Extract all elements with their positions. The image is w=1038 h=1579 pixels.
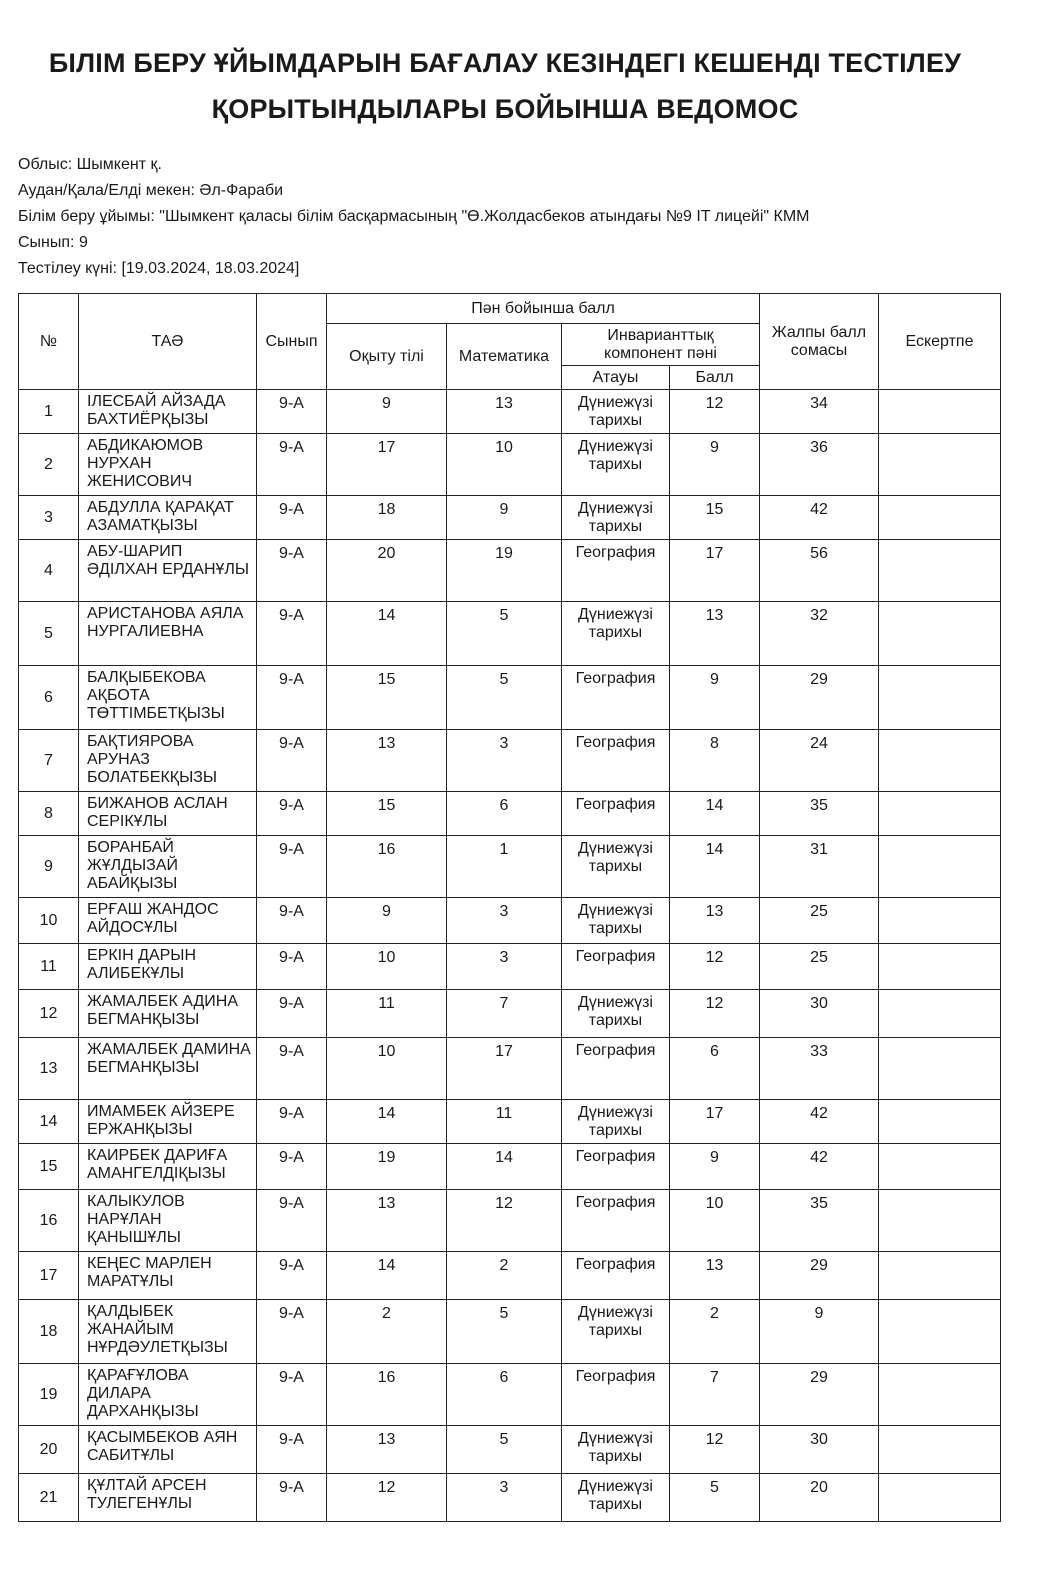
cell-language-score: 15: [327, 666, 447, 730]
cell-no: 8: [19, 792, 79, 836]
cell-note: [879, 602, 1001, 666]
cell-math-score: 6: [447, 1364, 562, 1426]
cell-class: 9-А: [257, 1190, 327, 1252]
cell-language-score: 19: [327, 1144, 447, 1190]
cell-subject-score: 9: [670, 434, 760, 496]
cell-note: [879, 1100, 1001, 1144]
cell-note: [879, 434, 1001, 496]
cell-name: ЖАМАЛБЕК ДАМИНА БЕГМАНҚЫЗЫ: [79, 1038, 257, 1100]
cell-class: 9-А: [257, 390, 327, 434]
cell-note: [879, 1364, 1001, 1426]
cell-subject-name: Дүниежүзі тарихы: [562, 496, 670, 540]
cell-class: 9-А: [257, 792, 327, 836]
cell-language-score: 13: [327, 1190, 447, 1252]
cell-note: [879, 898, 1001, 944]
cell-total-score: 29: [760, 1364, 879, 1426]
cell-no: 2: [19, 434, 79, 496]
cell-no: 13: [19, 1038, 79, 1100]
table-row: [19, 1252, 1001, 1300]
cell-language-score: 12: [327, 1474, 447, 1522]
cell-note: [879, 1190, 1001, 1252]
cell-no: 20: [19, 1426, 79, 1474]
cell-subject-score: 12: [670, 390, 760, 434]
cell-total-score: 34: [760, 390, 879, 434]
cell-language-score: 2: [327, 1300, 447, 1364]
header-atauy: Атауы: [562, 366, 670, 390]
cell-total-score: 42: [760, 1100, 879, 1144]
cell-total-score: 30: [760, 1426, 879, 1474]
cell-language-score: 14: [327, 602, 447, 666]
header-ball: Балл: [670, 366, 760, 390]
cell-subject-score: 2: [670, 1300, 760, 1364]
cell-note: [879, 1252, 1001, 1300]
header-oqytu: Оқыту тілі: [327, 324, 447, 390]
table-body: [19, 390, 1001, 1522]
cell-total-score: 32: [760, 602, 879, 666]
cell-no: 9: [19, 836, 79, 898]
cell-math-score: 5: [447, 1426, 562, 1474]
cell-language-score: 20: [327, 540, 447, 602]
cell-math-score: 11: [447, 1100, 562, 1144]
cell-subject-score: 9: [670, 666, 760, 730]
cell-subject-name: География: [562, 944, 670, 990]
cell-name: КАЛЫКУЛОВ НАРҰЛАН ҚАНЫШҰЛЫ: [79, 1190, 257, 1252]
cell-name: ЕРКІН ДАРЫН АЛИБЕКҰЛЫ: [79, 944, 257, 990]
table-row: [19, 540, 1001, 602]
cell-name: ІЛЕСБАЙ АЙЗАДА БАХТИЁРҚЫЗЫ: [79, 390, 257, 434]
table-row: [19, 1144, 1001, 1190]
cell-class: 9-А: [257, 666, 327, 730]
cell-subject-score: 17: [670, 540, 760, 602]
cell-note: [879, 1038, 1001, 1100]
title-line-1: БІЛІМ БЕРУ ҰЙЫМДАРЫН БАҒАЛАУ КЕЗІНДЕГІ КЕШЕНДІ ТЕСТІЛЕУ: [48, 48, 962, 78]
cell-name: ҚАЛДЫБЕК ЖАНАЙЫМ НҰРДӘУЛЕТҚЫЗЫ: [79, 1300, 257, 1364]
cell-subject-score: 13: [670, 602, 760, 666]
cell-no: 4: [19, 540, 79, 602]
cell-note: [879, 1144, 1001, 1190]
cell-subject-score: 17: [670, 1100, 760, 1144]
cell-subject-name: Дүниежүзі тарихы: [562, 1300, 670, 1364]
table-row: [19, 990, 1001, 1038]
cell-name: КЕҢЕС МАРЛЕН МАРАТҰЛЫ: [79, 1252, 257, 1300]
cell-name: ЕРҒАШ ЖАНДОС АЙДОСҰЛЫ: [79, 898, 257, 944]
cell-name: ҚҰЛТАЙ АРСЕН ТУЛЕГЕНҰЛЫ: [79, 1474, 257, 1522]
table-row: [19, 1100, 1001, 1144]
cell-note: [879, 1474, 1001, 1522]
cell-subject-score: 14: [670, 792, 760, 836]
meta-oblys: Облыс: Шымкент қ.: [18, 156, 162, 173]
meta-test-date: Тестілеу күні: [19.03.2024, 18.03.2024]: [18, 260, 300, 277]
cell-name: АБДИКАЮМОВ НУРХАН ЖЕНИСОВИЧ: [79, 434, 257, 496]
table-row: [19, 944, 1001, 990]
cell-math-score: 17: [447, 1038, 562, 1100]
cell-subject-name: Дүниежүзі тарихы: [562, 898, 670, 944]
cell-total-score: 25: [760, 898, 879, 944]
cell-no: 21: [19, 1474, 79, 1522]
meta-class: Сынып: 9: [18, 234, 88, 251]
cell-no: 5: [19, 602, 79, 666]
cell-class: 9-А: [257, 1364, 327, 1426]
cell-subject-name: Дүниежүзі тарихы: [562, 1474, 670, 1522]
cell-language-score: 9: [327, 390, 447, 434]
cell-class: 9-А: [257, 1252, 327, 1300]
table-row: [19, 836, 1001, 898]
cell-class: 9-А: [257, 836, 327, 898]
cell-math-score: 1: [447, 836, 562, 898]
cell-total-score: 31: [760, 836, 879, 898]
cell-math-score: 3: [447, 898, 562, 944]
table-row: [19, 792, 1001, 836]
cell-name: АРИСТАНОВА АЯЛА НУРГАЛИЕВНА: [79, 602, 257, 666]
cell-total-score: 33: [760, 1038, 879, 1100]
cell-total-score: 9: [760, 1300, 879, 1364]
cell-subject-name: Дүниежүзі тарихы: [562, 1426, 670, 1474]
cell-subject-score: 9: [670, 1144, 760, 1190]
cell-math-score: 2: [447, 1252, 562, 1300]
cell-class: 9-А: [257, 602, 327, 666]
cell-no: 7: [19, 730, 79, 792]
cell-subject-name: Дүниежүзі тарихы: [562, 602, 670, 666]
cell-subject-name: Дүниежүзі тарихы: [562, 836, 670, 898]
table-row: [19, 602, 1001, 666]
cell-language-score: 14: [327, 1100, 447, 1144]
title-line-2: ҚОРЫТЫНДЫЛАРЫ БОЙЫНША ВЕДОМОС: [211, 94, 799, 124]
cell-class: 9-А: [257, 1300, 327, 1364]
cell-subject-score: 13: [670, 1252, 760, 1300]
cell-subject-score: 12: [670, 990, 760, 1038]
cell-math-score: 3: [447, 1474, 562, 1522]
cell-language-score: 14: [327, 1252, 447, 1300]
cell-note: [879, 1300, 1001, 1364]
cell-language-score: 18: [327, 496, 447, 540]
cell-subject-name: Дүниежүзі тарихы: [562, 434, 670, 496]
cell-math-score: 3: [447, 730, 562, 792]
cell-note: [879, 944, 1001, 990]
cell-class: 9-А: [257, 1426, 327, 1474]
table-row: [19, 1300, 1001, 1364]
cell-language-score: 13: [327, 730, 447, 792]
cell-subject-name: География: [562, 1190, 670, 1252]
table-header: [19, 294, 1001, 390]
cell-language-score: 16: [327, 1364, 447, 1426]
cell-class: 9-А: [257, 944, 327, 990]
header-zhalpy: Жалпы балл сомасы: [760, 294, 879, 390]
cell-math-score: 9: [447, 496, 562, 540]
cell-class: 9-А: [257, 496, 327, 540]
cell-note: [879, 792, 1001, 836]
cell-subject-score: 5: [670, 1474, 760, 1522]
cell-no: 1: [19, 390, 79, 434]
cell-name: ИМАМБЕК АЙЗЕРЕ ЕРЖАНҚЫЗЫ: [79, 1100, 257, 1144]
cell-subject-name: Дүниежүзі тарихы: [562, 1100, 670, 1144]
header-eskertpe: Ескертпе: [879, 294, 1001, 390]
cell-language-score: 9: [327, 898, 447, 944]
cell-language-score: 17: [327, 434, 447, 496]
cell-note: [879, 390, 1001, 434]
cell-total-score: 35: [760, 792, 879, 836]
header-no: №: [19, 294, 79, 390]
cell-subject-name: География: [562, 540, 670, 602]
cell-total-score: 24: [760, 730, 879, 792]
cell-math-score: 5: [447, 602, 562, 666]
cell-total-score: 29: [760, 1252, 879, 1300]
document-meta: [18, 152, 809, 282]
cell-language-score: 15: [327, 792, 447, 836]
cell-subject-score: 12: [670, 1426, 760, 1474]
cell-name: БАҚТИЯРОВА АРУНАЗ БОЛАТБЕКҚЫЗЫ: [79, 730, 257, 792]
cell-subject-score: 7: [670, 1364, 760, 1426]
table-row: [19, 390, 1001, 434]
cell-no: 17: [19, 1252, 79, 1300]
cell-no: 6: [19, 666, 79, 730]
meta-audan: Аудан/Қала/Елді мекен: Әл-Фараби: [18, 182, 284, 199]
table-row: [19, 1038, 1001, 1100]
cell-name: ҚАСЫМБЕКОВ АЯН САБИТҰЛЫ: [79, 1426, 257, 1474]
cell-language-score: 10: [327, 944, 447, 990]
cell-math-score: 14: [447, 1144, 562, 1190]
cell-language-score: 11: [327, 990, 447, 1038]
cell-no: 16: [19, 1190, 79, 1252]
cell-subject-name: Дүниежүзі тарихы: [562, 390, 670, 434]
cell-math-score: 5: [447, 666, 562, 730]
cell-note: [879, 496, 1001, 540]
document-title: [0, 40, 1010, 132]
cell-total-score: 35: [760, 1190, 879, 1252]
cell-class: 9-А: [257, 1038, 327, 1100]
cell-no: 10: [19, 898, 79, 944]
cell-total-score: 42: [760, 1144, 879, 1190]
header-pan-ball: Пән бойынша балл: [327, 294, 760, 324]
cell-total-score: 56: [760, 540, 879, 602]
cell-name: ЖАМАЛБЕК АДИНА БЕГМАНҚЫЗЫ: [79, 990, 257, 1038]
cell-language-score: 16: [327, 836, 447, 898]
cell-subject-name: География: [562, 792, 670, 836]
cell-math-score: 3: [447, 944, 562, 990]
cell-math-score: 12: [447, 1190, 562, 1252]
cell-class: 9-А: [257, 540, 327, 602]
cell-class: 9-А: [257, 1144, 327, 1190]
cell-name: БИЖАНОВ АСЛАН СЕРІКҰЛЫ: [79, 792, 257, 836]
table-row: [19, 1364, 1001, 1426]
cell-subject-name: География: [562, 666, 670, 730]
cell-subject-name: Дүниежүзі тарихы: [562, 990, 670, 1038]
cell-class: 9-А: [257, 990, 327, 1038]
cell-no: 3: [19, 496, 79, 540]
cell-subject-name: География: [562, 1364, 670, 1426]
table-row: [19, 434, 1001, 496]
cell-math-score: 7: [447, 990, 562, 1038]
cell-note: [879, 1426, 1001, 1474]
cell-class: 9-А: [257, 730, 327, 792]
cell-subject-score: 15: [670, 496, 760, 540]
cell-note: [879, 836, 1001, 898]
cell-note: [879, 540, 1001, 602]
header-matem: Математика: [447, 324, 562, 390]
cell-no: 15: [19, 1144, 79, 1190]
table-row: [19, 1426, 1001, 1474]
cell-total-score: 25: [760, 944, 879, 990]
cell-total-score: 29: [760, 666, 879, 730]
cell-no: 11: [19, 944, 79, 990]
cell-class: 9-А: [257, 1474, 327, 1522]
cell-name: ҚАРАҒҰЛОВА ДИЛАРА ДАРХАНҚЫЗЫ: [79, 1364, 257, 1426]
cell-math-score: 5: [447, 1300, 562, 1364]
cell-total-score: 30: [760, 990, 879, 1038]
meta-organization: Білім беру ұйымы: "Шымкент қаласы білім басқармасының "Ө.Жолдасбеков атындағы №9 IT лицейі" КММ: [18, 208, 810, 225]
cell-note: [879, 990, 1001, 1038]
cell-name: АБДУЛЛА ҚАРАҚАТ АЗАМАТҚЫЗЫ: [79, 496, 257, 540]
cell-class: 9-А: [257, 898, 327, 944]
table-row: [19, 1474, 1001, 1522]
cell-total-score: 20: [760, 1474, 879, 1522]
table-row: [19, 496, 1001, 540]
header-synyp: Сынып: [257, 294, 327, 390]
header-invariant: Инварианттық компонент пәні: [562, 324, 760, 366]
cell-total-score: 36: [760, 434, 879, 496]
cell-class: 9-А: [257, 434, 327, 496]
cell-subject-name: География: [562, 730, 670, 792]
cell-math-score: 6: [447, 792, 562, 836]
cell-math-score: 19: [447, 540, 562, 602]
cell-total-score: 42: [760, 496, 879, 540]
cell-note: [879, 666, 1001, 730]
cell-class: 9-А: [257, 1100, 327, 1144]
cell-subject-name: География: [562, 1144, 670, 1190]
table-row: [19, 666, 1001, 730]
cell-subject-score: 8: [670, 730, 760, 792]
cell-name: КАИРБЕК ДАРИҒА АМАНГЕЛДІҚЫЗЫ: [79, 1144, 257, 1190]
cell-subject-name: География: [562, 1038, 670, 1100]
cell-math-score: 10: [447, 434, 562, 496]
cell-math-score: 13: [447, 390, 562, 434]
table-row: [19, 898, 1001, 944]
cell-subject-score: 13: [670, 898, 760, 944]
cell-language-score: 10: [327, 1038, 447, 1100]
table-row: [19, 730, 1001, 792]
cell-name: БАЛҚЫБЕКОВА АҚБОТА ТӨТТІМБЕТҚЫЗЫ: [79, 666, 257, 730]
cell-subject-score: 10: [670, 1190, 760, 1252]
cell-subject-name: География: [562, 1252, 670, 1300]
cell-note: [879, 730, 1001, 792]
cell-language-score: 13: [327, 1426, 447, 1474]
results-table: [18, 293, 1001, 1522]
cell-no: 19: [19, 1364, 79, 1426]
cell-no: 18: [19, 1300, 79, 1364]
cell-subject-score: 14: [670, 836, 760, 898]
cell-subject-score: 12: [670, 944, 760, 990]
header-tae: ТАӘ: [79, 294, 257, 390]
table-row: [19, 1190, 1001, 1252]
cell-no: 12: [19, 990, 79, 1038]
cell-subject-score: 6: [670, 1038, 760, 1100]
cell-no: 14: [19, 1100, 79, 1144]
cell-name: АБУ-ШАРИП ӘДІЛХАН ЕРДАНҰЛЫ: [79, 540, 257, 602]
cell-name: БОРАНБАЙ ЖҰЛДЫЗАЙ АБАЙҚЫЗЫ: [79, 836, 257, 898]
